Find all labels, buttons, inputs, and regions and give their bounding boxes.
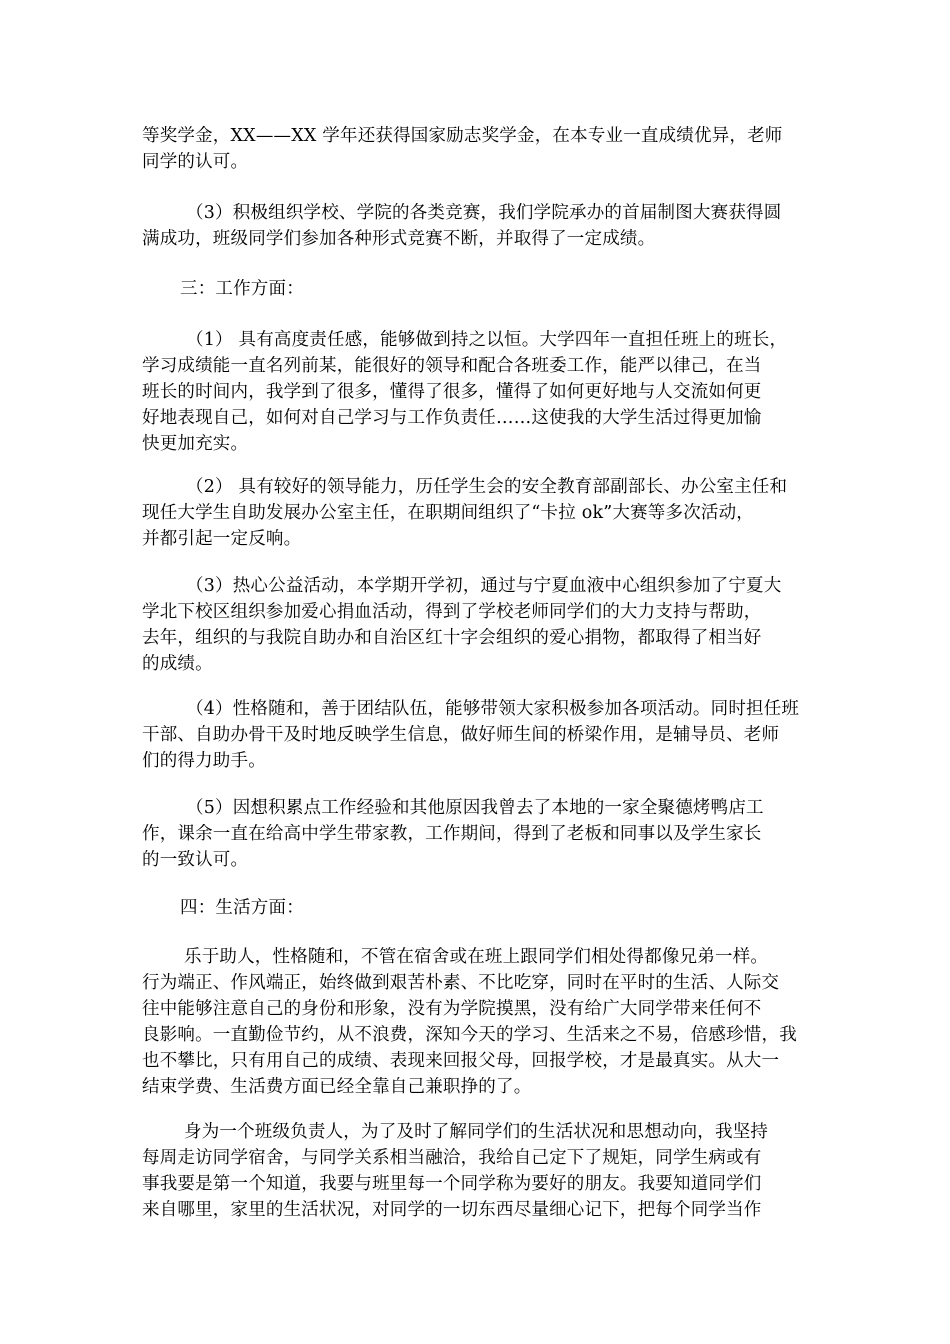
text-line: 的成绩。 xyxy=(142,654,213,674)
paragraph-work-1 xyxy=(142,327,810,457)
section-heading-work xyxy=(142,276,810,302)
section-heading-life xyxy=(142,895,810,921)
text-line: 也不攀比，只有用自己的成绩、表现来回报父母，回报学校，才是最真实。从大一 xyxy=(142,1051,780,1071)
text-line: 快更加充实。 xyxy=(142,434,249,454)
text-line: 好地表现自己，如何对自己学习与工作负责任……这使我的大学生活过得更加愉 xyxy=(142,408,762,428)
paragraph-work-2 xyxy=(142,474,810,552)
text-line: （3）积极组织学校、学院的各类竞赛，我们学院承办的首届制图大赛获得圆 xyxy=(186,203,782,223)
text-line: 同学的认可。 xyxy=(142,152,249,172)
text-line: （4）性格随和，善于团结队伍，能够带领大家积极参加各项活动。同时担任班 xyxy=(186,699,800,719)
text-line: 良影响。一直勤俭节约，从不浪费，深知今天的学习、生活来之不易，倍感珍惜，我 xyxy=(142,1025,797,1045)
text-line: 班长的时间内，我学到了很多，懂得了很多，懂得了如何更好地与人交流如何更 xyxy=(142,382,762,402)
paragraph-work-4 xyxy=(142,696,810,774)
text-line: 的一致认可。 xyxy=(142,850,249,870)
text-line: 每周走访同学宿舍，与同学关系相当融洽，我给自己定下了规矩，同学生病或有 xyxy=(142,1148,762,1168)
text-line: （5）因想积累点工作经验和其他原因我曾去了本地的一家全聚德烤鸭店工 xyxy=(186,798,764,818)
paragraph-life-2 xyxy=(142,1119,810,1223)
text-line: 作，课余一直在给高中学生带家教，工作期间，得到了老板和同事以及学生家长 xyxy=(142,824,762,844)
text-line: 结束学费、生活费方面已经全靠自己兼职挣的了。 xyxy=(142,1077,532,1097)
paragraph-life-1 xyxy=(142,944,810,1100)
paragraph-work-5 xyxy=(142,795,810,873)
text-line: 们的得力助手。 xyxy=(142,751,266,771)
section-heading: 三：工作方面： xyxy=(180,279,304,299)
text-line: 来自哪里，家里的生活状况，对同学的一切东西尽量细心记下，把每个同学当作 xyxy=(142,1200,762,1220)
text-line: 行为端正、作风端正，始终做到艰苦朴素、不比吃穿，同时在平时的生活、人际交 xyxy=(142,973,780,993)
text-line: （1） 具有高度责任感，能够做到持之以恒。大学四年一直担任班上的班长， xyxy=(186,330,788,350)
text-line: 去年，组织的与我院自助办和自治区红十字会组织的爱心捐物，都取得了相当好 xyxy=(142,628,762,648)
section-heading: 四：生活方面： xyxy=(180,898,304,918)
paragraph-competitions xyxy=(142,200,810,252)
text-line: （2） 具有较好的领导能力，历任学生会的安全教育部副部长、办公室主任和 xyxy=(186,477,788,497)
text-line: 现任大学生自助发展办公室主任，在职期间组织了“卡拉 ok”大赛等多次活动， xyxy=(142,503,754,523)
text-line: 等奖学金，XX——XX 学年还获得国家励志奖学金，在本专业一直成绩优异，老师 xyxy=(142,126,783,146)
text-line: 身为一个班级负责人，为了及时了解同学们的生活状况和思想动向，我坚持 xyxy=(184,1122,769,1142)
text-line: （3）热心公益活动，本学期开学初，通过与宁夏血液中心组织参加了宁夏大 xyxy=(186,576,782,596)
text-line: 事我要是第一个知道，我要与班里每一个同学称为要好的朋友。我要知道同学们 xyxy=(142,1174,762,1194)
text-line: 乐于助人，性格随和，不管在宿舍或在班上跟同学们相处得都像兄弟一样。 xyxy=(184,947,769,967)
text-line: 并都引起一定反响。 xyxy=(142,529,302,549)
text-line: 往中能够注意自己的身份和形象，没有为学院摸黑，没有给广大同学带来任何不 xyxy=(142,999,762,1019)
text-line: 学习成绩能一直名列前某，能很好的领导和配合各班委工作，能严以律己，在当 xyxy=(142,356,762,376)
paragraph-work-3 xyxy=(142,573,810,677)
text-line: 学北下校区组织参加爱心捐血活动，得到了学校老师同学们的大力支持与帮助， xyxy=(142,602,762,622)
paragraph-scholarship-continued xyxy=(142,123,810,175)
text-line: 干部、自助办骨干及时地反映学生信息，做好师生间的桥梁作用，是辅导员、老师 xyxy=(142,725,780,745)
text-line: 满成功，班级同学们参加各种形式竞赛不断，并取得了一定成绩。 xyxy=(142,229,656,249)
